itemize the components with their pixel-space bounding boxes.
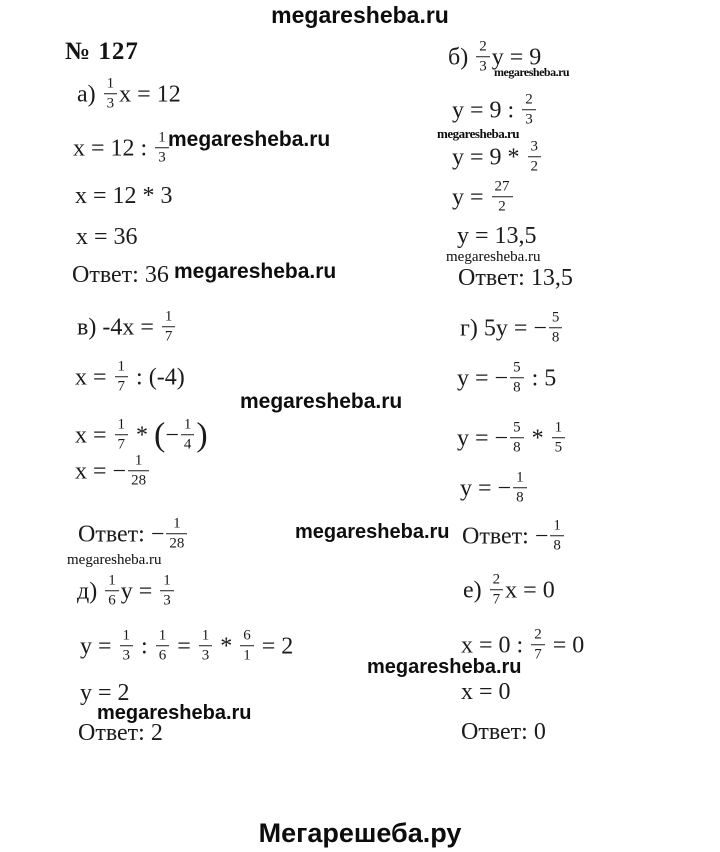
watermark: megaresheba.ru [295, 521, 450, 543]
math-text: = [171, 633, 197, 659]
fraction: $\frac{5}{8}$ [549, 309, 563, 347]
fraction: $\frac{1}{8}$ [513, 469, 527, 507]
fraction: $\frac{1}{3}$ [155, 129, 169, 167]
math-text: : [135, 633, 154, 659]
fraction: $\frac{2}{7}$ [490, 571, 504, 609]
math-text: x = 0 [505, 577, 555, 603]
math-text: y = 9 [491, 44, 542, 70]
site-watermark-header: megaresheba.ru [271, 2, 449, 28]
math-text: x = [75, 364, 113, 390]
watermark: megaresheba.ru [367, 656, 522, 678]
fraction: $\frac{6}{1}$ [240, 627, 254, 665]
math-text: x = [75, 422, 113, 448]
fraction: $\frac{1}{5}$ [552, 419, 566, 457]
math-text: а) [77, 81, 102, 107]
math-text: x = 36 [76, 224, 138, 250]
math-text: x = 12 * 3 [75, 183, 173, 209]
fraction: $\frac{1}{3}$ [104, 75, 118, 113]
math-text: − [165, 422, 179, 448]
fraction: $\frac{1}{7}$ [162, 308, 176, 346]
fraction: $\frac{1}{28}$ [128, 452, 149, 490]
fraction: $\frac{1}{3}$ [199, 627, 213, 665]
math-text: x = 0 [461, 679, 511, 705]
fraction: $\frac{5}{8}$ [510, 359, 524, 397]
math-text: y = [120, 578, 159, 604]
math-text: Ответ: 13,5 [458, 265, 573, 291]
math-text: y = 9 : [452, 97, 521, 123]
fraction: $\frac{1}{3}$ [120, 627, 134, 665]
fraction: $\frac{1}{7}$ [115, 416, 129, 454]
fraction: $\frac{1}{4}$ [181, 416, 195, 454]
fraction: $\frac{1}{6}$ [156, 627, 170, 665]
fraction: $\frac{27}{2}$ [492, 178, 513, 216]
fraction: $\frac{2}{3}$ [522, 91, 536, 129]
site-brand-footer: Мегарешеба.ру [258, 818, 462, 848]
math-text: е) [463, 577, 488, 603]
math-text: x = 12 : [73, 135, 154, 161]
math-text: = 2 [255, 633, 294, 659]
math-text: y = − [457, 365, 509, 391]
watermark: megaresheba.ru [174, 260, 337, 283]
math-text: x = 0 : [461, 632, 530, 658]
fraction: $\frac{1}{8}$ [550, 517, 564, 555]
math-text: б) [448, 44, 475, 70]
watermark: megaresheba.ru [437, 126, 519, 141]
math-text: г) 5y = − [460, 315, 547, 341]
math-text: д) [77, 578, 104, 604]
math-text: * [214, 633, 239, 659]
watermark: megaresheba.ru [97, 702, 252, 724]
math-text: Ответ: 36 [72, 262, 169, 288]
math-text: Ответ: − [78, 521, 165, 547]
fraction: $\frac{5}{8}$ [510, 419, 524, 457]
math-text: Ответ: − [462, 523, 549, 549]
math-text: x = − [75, 458, 127, 484]
fraction: $\frac{2}{3}$ [476, 38, 490, 76]
fraction: $\frac{1}{28}$ [166, 515, 187, 553]
fraction: $\frac{1}{6}$ [105, 572, 119, 610]
fraction: $\frac{2}{7}$ [531, 626, 545, 664]
problem-number: № 127 [65, 38, 139, 65]
math-text: y = − [460, 475, 512, 501]
watermark: megaresheba.ru [168, 128, 331, 151]
fraction: $\frac{3}{2}$ [528, 138, 542, 176]
math-text: y = 9 * [452, 144, 526, 170]
fraction: $\frac{1}{7}$ [115, 358, 129, 396]
fraction: $\frac{1}{3}$ [160, 572, 174, 610]
math-text: Ответ: 0 [461, 719, 546, 745]
math-text: в) -4x = [77, 314, 160, 340]
watermark: megaresheba.ru [494, 65, 570, 79]
math-text: Ответ: 2 [78, 720, 163, 746]
eq-v-step2: x = $\frac{1}{7}$ * ( − $\frac{1}{4}$ ) [75, 416, 208, 453]
math-text: : 5 [525, 365, 557, 391]
math-text: y = [80, 633, 118, 659]
math-text: y = [452, 184, 490, 210]
math-text: y = − [457, 425, 509, 451]
math-text: x = 12 [119, 81, 181, 107]
watermark: megaresheba.ru [446, 249, 541, 265]
math-text: y = 13,5 [457, 223, 537, 249]
math-text: : (-4) [130, 364, 185, 390]
math-text: y = 2 [80, 680, 130, 706]
watermark: megaresheba.ru [67, 552, 162, 568]
math-text: * [525, 425, 550, 451]
watermark: megaresheba.ru [240, 390, 403, 413]
math-text: * [130, 422, 155, 448]
math-text: = 0 [546, 632, 585, 658]
